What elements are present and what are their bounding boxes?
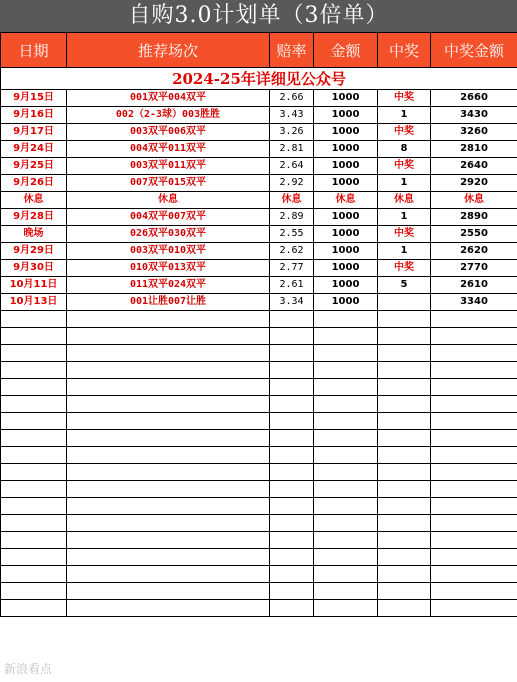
empty-cell (378, 481, 431, 498)
empty-cell (431, 515, 517, 532)
empty-cell (270, 430, 314, 447)
empty-cell (67, 600, 270, 617)
empty-cell (270, 464, 314, 481)
empty-cell (378, 515, 431, 532)
header-prize: 中奖金额 (431, 33, 517, 68)
table-row (1, 90, 517, 107)
cell-date: 10月13日 (1, 294, 67, 311)
cell-hit: 8 (378, 141, 431, 158)
cell-odds: 2.89 (270, 209, 314, 226)
header-hit: 中奖 (378, 33, 431, 68)
cell-prize: 2770 (431, 260, 517, 277)
table-row (1, 260, 517, 277)
empty-cell (67, 464, 270, 481)
cell-hit: 1 (378, 209, 431, 226)
empty-cell (314, 362, 378, 379)
empty-row (1, 413, 517, 430)
empty-cell (1, 549, 67, 566)
cell-amount: 1000 (314, 277, 378, 294)
cell-amount: 1000 (314, 124, 378, 141)
cell-prize: 3430 (431, 107, 517, 124)
empty-cell (67, 362, 270, 379)
empty-cell (270, 328, 314, 345)
cell-date: 晚场 (1, 226, 67, 243)
empty-cell (67, 413, 270, 430)
empty-cell (378, 413, 431, 430)
table-row (1, 226, 517, 243)
empty-cell (1, 515, 67, 532)
cell-match: 休息 (67, 192, 270, 209)
empty-cell (378, 447, 431, 464)
cell-prize: 2890 (431, 209, 517, 226)
empty-cell (1, 413, 67, 430)
empty-cell (314, 600, 378, 617)
empty-cell (270, 600, 314, 617)
empty-cell (378, 311, 431, 328)
table-row (1, 277, 517, 294)
empty-cell (1, 379, 67, 396)
empty-cell (431, 600, 517, 617)
cell-date: 9月28日 (1, 209, 67, 226)
empty-cell (67, 532, 270, 549)
empty-row (1, 515, 517, 532)
cell-prize: 2660 (431, 90, 517, 107)
empty-cell (314, 430, 378, 447)
empty-cell (378, 532, 431, 549)
empty-cell (1, 345, 67, 362)
empty-cell (314, 311, 378, 328)
empty-cell (270, 311, 314, 328)
empty-cell (314, 481, 378, 498)
empty-cell (314, 549, 378, 566)
empty-cell (314, 583, 378, 600)
table-row (1, 158, 517, 175)
empty-row (1, 600, 517, 617)
cell-prize: 休息 (431, 192, 517, 209)
empty-cell (270, 566, 314, 583)
empty-cell (1, 464, 67, 481)
cell-date: 9月26日 (1, 175, 67, 192)
cell-hit: 中奖 (378, 158, 431, 175)
empty-cell (431, 328, 517, 345)
empty-cell (431, 379, 517, 396)
empty-row (1, 396, 517, 413)
empty-cell (67, 379, 270, 396)
empty-cell (1, 447, 67, 464)
empty-row (1, 379, 517, 396)
empty-cell (378, 396, 431, 413)
empty-row (1, 311, 517, 328)
cell-hit: 1 (378, 243, 431, 260)
empty-row (1, 498, 517, 515)
cell-match: 004双平007双平 (67, 209, 270, 226)
empty-cell (1, 600, 67, 617)
cell-hit: 5 (378, 277, 431, 294)
empty-cell (67, 481, 270, 498)
empty-cell (1, 532, 67, 549)
empty-row (1, 345, 517, 362)
empty-cell (431, 447, 517, 464)
cell-amount: 1000 (314, 158, 378, 175)
cell-date: 9月24日 (1, 141, 67, 158)
cell-match: 001双平004双平 (67, 90, 270, 107)
cell-odds: 休息 (270, 192, 314, 209)
header-odds: 赔率 (270, 33, 314, 68)
subtitle-row (1, 68, 517, 90)
table-row (1, 209, 517, 226)
cell-prize: 2810 (431, 141, 517, 158)
empty-cell (67, 498, 270, 515)
empty-cell (431, 583, 517, 600)
table-row (1, 107, 517, 124)
cell-match: 010双平013双平 (67, 260, 270, 277)
cell-date: 9月15日 (1, 90, 67, 107)
empty-cell (1, 362, 67, 379)
empty-cell (314, 379, 378, 396)
cell-odds: 2.66 (270, 90, 314, 107)
cell-date: 10月11日 (1, 277, 67, 294)
empty-cell (431, 311, 517, 328)
cell-match: 007双平015双平 (67, 175, 270, 192)
cell-odds: 2.61 (270, 277, 314, 294)
empty-cell (431, 498, 517, 515)
empty-cell (378, 430, 431, 447)
table-row (1, 294, 517, 311)
table-row (1, 243, 517, 260)
empty-cell (1, 311, 67, 328)
empty-cell (67, 328, 270, 345)
empty-cell (270, 362, 314, 379)
empty-row (1, 532, 517, 549)
empty-cell (1, 498, 67, 515)
cell-prize: 3340 (431, 294, 517, 311)
table-row (1, 141, 517, 158)
cell-date: 9月30日 (1, 260, 67, 277)
empty-cell (67, 566, 270, 583)
empty-row (1, 549, 517, 566)
cell-amount: 1000 (314, 243, 378, 260)
empty-cell (270, 396, 314, 413)
cell-match: 011双平024双平 (67, 277, 270, 294)
cell-amount: 1000 (314, 294, 378, 311)
empty-row (1, 447, 517, 464)
cell-date: 9月16日 (1, 107, 67, 124)
empty-cell (67, 549, 270, 566)
cell-amount: 休息 (314, 192, 378, 209)
empty-cell (67, 396, 270, 413)
cell-match: 004双平011双平 (67, 141, 270, 158)
cell-date: 9月17日 (1, 124, 67, 141)
cell-match: 003双平010双平 (67, 243, 270, 260)
empty-cell (378, 549, 431, 566)
plan-table (0, 32, 517, 617)
cell-odds: 2.64 (270, 158, 314, 175)
cell-hit: 1 (378, 107, 431, 124)
cell-odds: 3.34 (270, 294, 314, 311)
cell-hit: 1 (378, 175, 431, 192)
subtitle: 2024-25年详细见公众号 (1, 68, 517, 90)
empty-cell (270, 447, 314, 464)
empty-cell (1, 583, 67, 600)
empty-cell (378, 362, 431, 379)
empty-cell (270, 549, 314, 566)
empty-cell (270, 532, 314, 549)
cell-amount: 1000 (314, 141, 378, 158)
cell-match: 003双平006双平 (67, 124, 270, 141)
cell-odds: 2.77 (270, 260, 314, 277)
header-date: 日期 (1, 33, 67, 68)
empty-cell (67, 311, 270, 328)
cell-amount: 1000 (314, 260, 378, 277)
empty-cell (431, 566, 517, 583)
empty-row (1, 583, 517, 600)
cell-amount: 1000 (314, 107, 378, 124)
cell-amount: 1000 (314, 226, 378, 243)
empty-cell (67, 430, 270, 447)
empty-cell (431, 549, 517, 566)
empty-cell (431, 532, 517, 549)
empty-row (1, 430, 517, 447)
empty-row (1, 566, 517, 583)
empty-cell (270, 498, 314, 515)
cell-odds: 2.62 (270, 243, 314, 260)
empty-cell (270, 413, 314, 430)
cell-match: 002（2-3球）003胜胜 (67, 107, 270, 124)
cell-match: 003双平011双平 (67, 158, 270, 175)
watermark: 新浪看点 (4, 662, 53, 676)
empty-cell (314, 345, 378, 362)
cell-hit: 中奖 (378, 90, 431, 107)
cell-date: 休息 (1, 192, 67, 209)
cell-prize: 2610 (431, 277, 517, 294)
header-amount: 金额 (314, 33, 378, 68)
cell-odds: 2.92 (270, 175, 314, 192)
cell-hit (378, 294, 431, 311)
empty-cell (431, 413, 517, 430)
empty-cell (378, 345, 431, 362)
empty-cell (314, 566, 378, 583)
empty-row (1, 481, 517, 498)
cell-date: 9月25日 (1, 158, 67, 175)
empty-cell (378, 566, 431, 583)
table-row (1, 124, 517, 141)
empty-cell (1, 328, 67, 345)
empty-cell (431, 430, 517, 447)
cell-amount: 1000 (314, 90, 378, 107)
empty-cell (270, 345, 314, 362)
empty-cell (1, 430, 67, 447)
empty-cell (378, 498, 431, 515)
cell-prize: 2640 (431, 158, 517, 175)
empty-cell (378, 328, 431, 345)
empty-cell (270, 515, 314, 532)
cell-odds: 3.26 (270, 124, 314, 141)
empty-cell (67, 583, 270, 600)
empty-cell (314, 532, 378, 549)
header-row (1, 33, 517, 68)
empty-cell (314, 328, 378, 345)
empty-cell (270, 583, 314, 600)
cell-prize: 3260 (431, 124, 517, 141)
cell-odds: 3.43 (270, 107, 314, 124)
empty-cell (431, 396, 517, 413)
cell-prize: 2620 (431, 243, 517, 260)
empty-cell (431, 481, 517, 498)
table-row (1, 192, 517, 209)
empty-cell (378, 464, 431, 481)
table-row (1, 175, 517, 192)
empty-cell (1, 566, 67, 583)
cell-amount: 1000 (314, 175, 378, 192)
empty-cell (314, 396, 378, 413)
empty-cell (378, 583, 431, 600)
empty-cell (270, 481, 314, 498)
empty-cell (1, 396, 67, 413)
cell-hit: 休息 (378, 192, 431, 209)
cell-prize: 2550 (431, 226, 517, 243)
empty-cell (314, 413, 378, 430)
empty-cell (67, 345, 270, 362)
empty-cell (378, 379, 431, 396)
cell-prize: 2920 (431, 175, 517, 192)
empty-cell (314, 515, 378, 532)
empty-cell (67, 515, 270, 532)
cell-hit: 中奖 (378, 260, 431, 277)
sheet-title: 自购3.0计划单（3倍单） (0, 0, 517, 32)
cell-amount: 1000 (314, 209, 378, 226)
cell-date: 9月29日 (1, 243, 67, 260)
empty-cell (1, 481, 67, 498)
empty-cell (270, 379, 314, 396)
cell-match: 026双平030双平 (67, 226, 270, 243)
empty-cell (314, 447, 378, 464)
empty-cell (314, 464, 378, 481)
cell-odds: 2.55 (270, 226, 314, 243)
empty-row (1, 328, 517, 345)
empty-cell (67, 447, 270, 464)
cell-match: 001让胜007让胜 (67, 294, 270, 311)
empty-row (1, 464, 517, 481)
empty-cell (431, 464, 517, 481)
cell-odds: 2.81 (270, 141, 314, 158)
empty-cell (378, 600, 431, 617)
cell-hit: 中奖 (378, 124, 431, 141)
empty-cell (431, 345, 517, 362)
cell-hit: 中奖 (378, 226, 431, 243)
empty-row (1, 362, 517, 379)
empty-cell (314, 498, 378, 515)
header-match: 推荐场次 (67, 33, 270, 68)
empty-cell (431, 362, 517, 379)
